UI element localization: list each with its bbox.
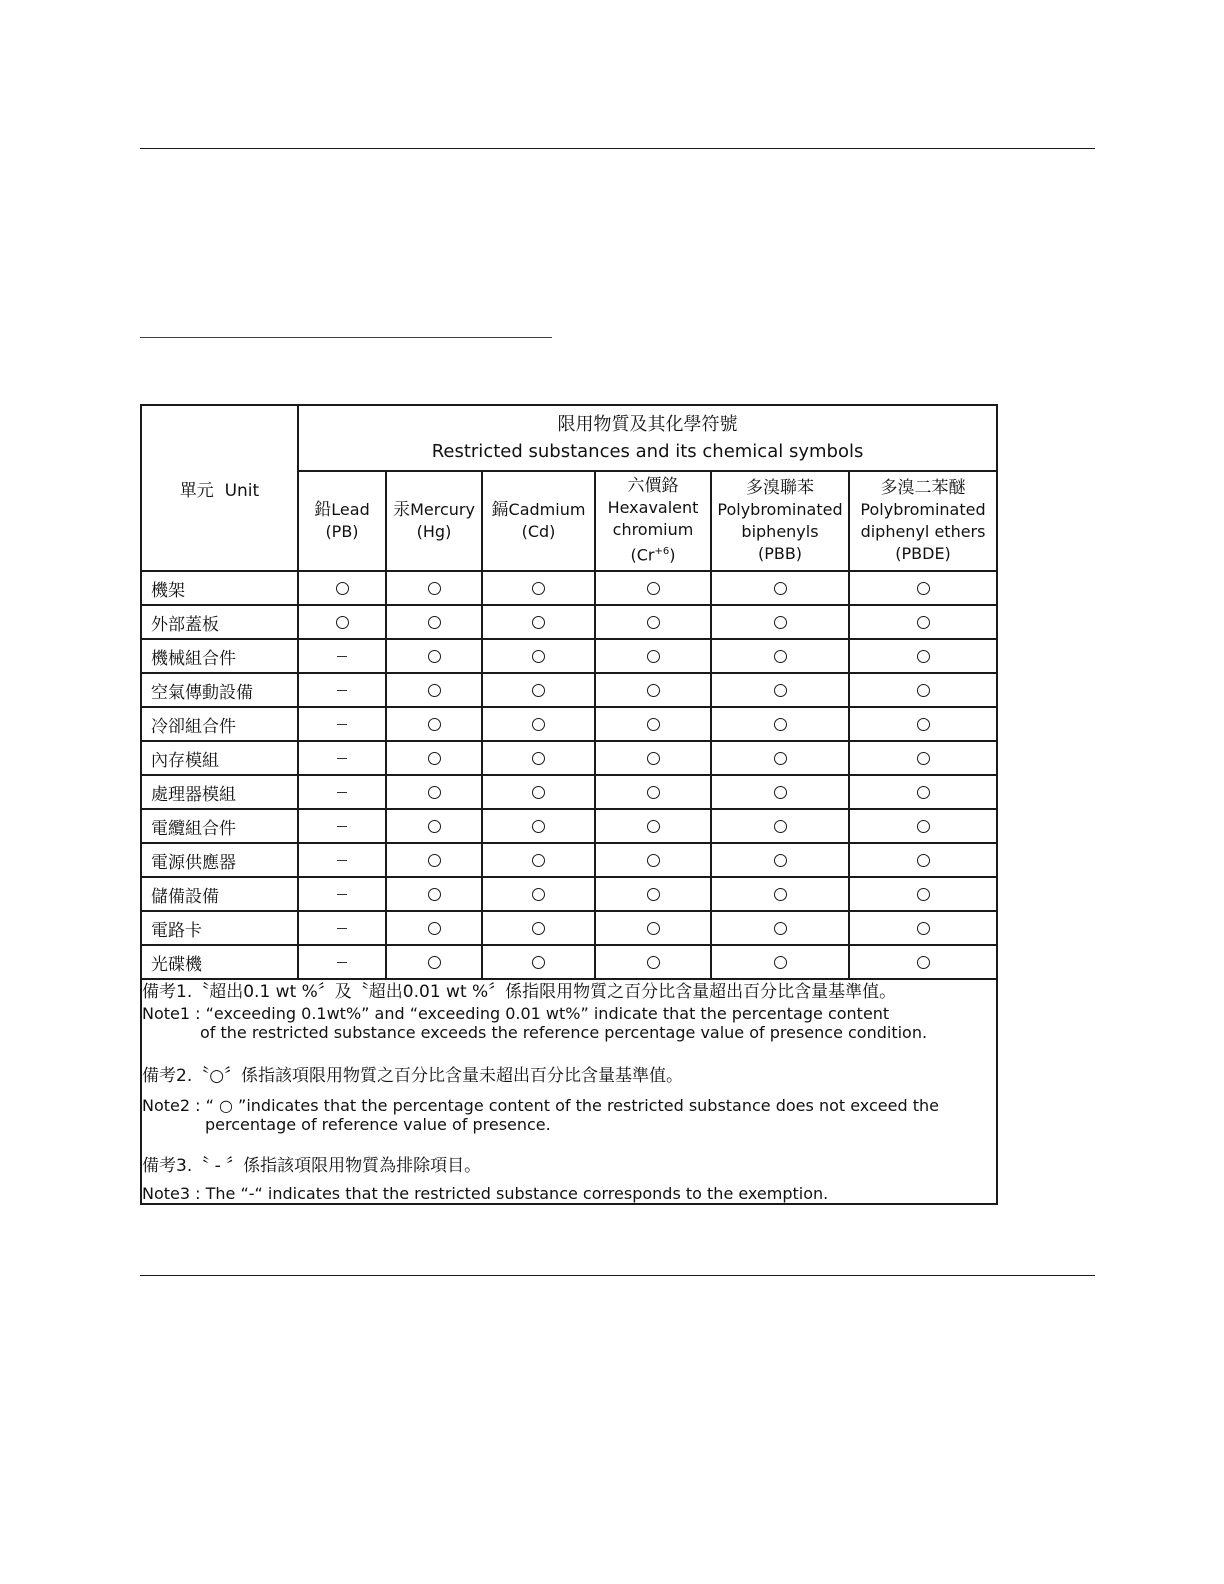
row-value-cell xyxy=(386,945,482,979)
row-value-cell xyxy=(595,775,711,809)
row-value-cell xyxy=(595,809,711,843)
note2-zh: 備考2.〝○〞係指該項限用物質之百分比含量未超出百分比含量基準值。 xyxy=(142,1066,684,1086)
unit-header-zh: 單元 xyxy=(179,480,214,501)
circle-mark-icon xyxy=(428,582,441,595)
note1-en-a: “exceeding 0.1wt%” and “exceeding 0.01 wt%” indicate that the percentage content xyxy=(205,1004,890,1023)
row-value-cell xyxy=(849,571,997,605)
circle-mark-icon xyxy=(532,922,545,935)
row-value-cell xyxy=(482,707,595,741)
row-value-cell xyxy=(849,809,997,843)
row-value-cell xyxy=(595,877,711,911)
chromium-symbol-pre: (Cr xyxy=(630,545,655,565)
note2-label: Note2 : xyxy=(142,1096,201,1115)
chromium-en2: chromium xyxy=(612,520,694,540)
row-value-cell xyxy=(849,911,997,945)
circle-mark-icon xyxy=(647,582,660,595)
circle-mark-icon xyxy=(428,786,441,799)
circle-mark-icon xyxy=(917,616,930,629)
circle-mark-icon xyxy=(532,718,545,731)
circle-mark-icon xyxy=(647,888,660,901)
circle-mark-icon xyxy=(532,582,545,595)
lead-en: Lead xyxy=(331,500,370,519)
row-value-cell xyxy=(298,775,386,809)
dash-mark-icon xyxy=(337,962,347,963)
circle-mark-icon xyxy=(917,854,930,867)
row-value-cell xyxy=(849,945,997,979)
circle-mark-icon xyxy=(532,616,545,629)
row-value-cell xyxy=(849,639,997,673)
dash-mark-icon xyxy=(337,724,347,725)
circle-mark-icon xyxy=(647,718,660,731)
circle-mark-icon xyxy=(917,888,930,901)
row-value-cell xyxy=(849,775,997,809)
row-value-cell xyxy=(595,571,711,605)
row-value-cell xyxy=(386,843,482,877)
row-unit-label: 電路卡 xyxy=(141,911,298,945)
substance-header-pbb xyxy=(711,471,849,571)
table-body xyxy=(141,571,997,979)
top-rule xyxy=(140,148,1095,149)
row-unit-label: 機械組合件 xyxy=(141,639,298,673)
table-row xyxy=(141,605,997,639)
circle-mark-icon xyxy=(336,616,349,629)
row-value-cell xyxy=(711,741,849,775)
row-value-cell xyxy=(482,843,595,877)
row-value-cell xyxy=(849,605,997,639)
circle-mark-icon xyxy=(774,718,787,731)
circle-mark-icon xyxy=(774,854,787,867)
dash-mark-icon xyxy=(337,792,347,793)
row-unit-label: 機架 xyxy=(141,571,298,605)
circle-mark-icon xyxy=(917,956,930,969)
pbde-symbol: (PBDE) xyxy=(895,544,951,563)
row-value-cell xyxy=(711,843,849,877)
row-value-cell xyxy=(298,809,386,843)
mercury-en: Mercury xyxy=(410,500,475,519)
chromium-en1: Hexavalent xyxy=(607,498,699,518)
row-value-cell xyxy=(386,911,482,945)
substance-header-lead xyxy=(298,471,386,571)
row-value-cell xyxy=(849,673,997,707)
row-unit-label: 處理器模組 xyxy=(141,775,298,809)
row-value-cell xyxy=(849,707,997,741)
row-value-cell xyxy=(595,945,711,979)
restricted-header-en: Restricted substances and its chemical symbols xyxy=(431,441,864,462)
row-value-cell xyxy=(482,571,595,605)
table-row xyxy=(141,809,997,843)
note3-en: Note3 : The “-“ indicates that the restricted substance corresponds to the exemption. xyxy=(142,1184,829,1203)
note2-en-b: percentage of reference value of presence. xyxy=(205,1115,551,1134)
circle-mark-icon xyxy=(774,888,787,901)
cadmium-zh: 鎘 xyxy=(491,500,509,520)
circle-mark-icon xyxy=(428,956,441,969)
cadmium-en: Cadmium xyxy=(508,500,586,519)
row-value-cell xyxy=(482,809,595,843)
circle-mark-icon xyxy=(532,650,545,663)
row-value-cell xyxy=(386,571,482,605)
row-value-cell xyxy=(482,605,595,639)
circle-mark-icon xyxy=(917,718,930,731)
row-value-cell xyxy=(482,741,595,775)
table-row xyxy=(141,945,997,979)
pbde-en2: diphenyl ethers xyxy=(860,522,986,541)
row-value-cell xyxy=(298,673,386,707)
dash-mark-icon xyxy=(337,826,347,827)
note1-zh: 備考1.〝超出0.1 wt %〞及〝超出0.01 wt %〞係指限用物質之百分比含量超出百分比含量基準值。 xyxy=(142,982,897,1002)
circle-mark-icon xyxy=(428,650,441,663)
dash-mark-icon xyxy=(337,656,347,657)
table-row xyxy=(141,775,997,809)
circle-mark-icon xyxy=(774,922,787,935)
circle-mark-icon xyxy=(532,820,545,833)
substance-header-mercury xyxy=(386,471,482,571)
row-unit-label: 電纜組合件 xyxy=(141,809,298,843)
lead-symbol: (PB) xyxy=(325,522,359,541)
header-row-main xyxy=(141,405,997,471)
dash-mark-icon xyxy=(337,894,347,895)
table-row xyxy=(141,843,997,877)
chromium-zh: 六價鉻 xyxy=(627,476,679,497)
row-value-cell xyxy=(386,605,482,639)
circle-mark-icon xyxy=(532,752,545,765)
circle-mark-icon xyxy=(774,616,787,629)
row-value-cell xyxy=(711,673,849,707)
circle-mark-icon xyxy=(647,684,660,697)
pbb-zh: 多溴聯苯 xyxy=(746,478,814,498)
circle-mark-icon xyxy=(774,956,787,969)
note1-en xyxy=(142,1004,996,1042)
row-value-cell xyxy=(298,911,386,945)
dash-mark-icon xyxy=(337,928,347,929)
circle-mark-icon xyxy=(428,820,441,833)
circle-mark-icon xyxy=(428,888,441,901)
chromium-symbol-sup: +6 xyxy=(654,546,670,558)
circle-mark-icon xyxy=(647,956,660,969)
row-value-cell xyxy=(298,843,386,877)
substance-header-pbde xyxy=(849,471,997,571)
circle-mark-icon xyxy=(917,650,930,663)
row-value-cell xyxy=(711,571,849,605)
restricted-substances-header xyxy=(298,405,997,471)
chromium-symbol xyxy=(596,541,710,566)
circle-mark-icon xyxy=(428,718,441,731)
dash-mark-icon xyxy=(337,860,347,861)
pbb-symbol: (PBB) xyxy=(757,544,803,563)
row-value-cell xyxy=(298,605,386,639)
row-value-cell xyxy=(711,911,849,945)
chromium-symbol-post: ) xyxy=(669,545,676,565)
row-value-cell xyxy=(298,571,386,605)
row-unit-label: 空氣傳動設備 xyxy=(141,673,298,707)
circle-mark-icon xyxy=(647,820,660,833)
circle-mark-icon xyxy=(532,888,545,901)
dash-mark-icon xyxy=(337,758,347,759)
row-value-cell xyxy=(711,639,849,673)
circle-mark-icon xyxy=(647,752,660,765)
circle-mark-icon xyxy=(428,922,441,935)
row-value-cell xyxy=(849,843,997,877)
row-value-cell xyxy=(386,775,482,809)
circle-mark-icon xyxy=(532,956,545,969)
table-row xyxy=(141,877,997,911)
table-row xyxy=(141,707,997,741)
circle-mark-icon xyxy=(774,684,787,697)
row-value-cell xyxy=(482,945,595,979)
circle-mark-icon xyxy=(647,922,660,935)
circle-mark-icon xyxy=(532,786,545,799)
circle-mark-icon xyxy=(774,582,787,595)
row-value-cell xyxy=(298,707,386,741)
substance-header-hexavalent-chromium xyxy=(595,471,711,571)
row-value-cell xyxy=(386,707,482,741)
row-value-cell xyxy=(298,945,386,979)
circle-mark-icon xyxy=(647,650,660,663)
table-row xyxy=(141,673,997,707)
pbde-en1: Polybrominated xyxy=(860,500,986,519)
row-value-cell xyxy=(595,639,711,673)
row-value-cell xyxy=(482,673,595,707)
row-value-cell xyxy=(386,809,482,843)
row-unit-label: 內存模組 xyxy=(141,741,298,775)
row-value-cell xyxy=(482,639,595,673)
pbb-en1: Polybrominated xyxy=(717,500,843,519)
restricted-header-zh: 限用物質及其化學符號 xyxy=(557,414,738,435)
circle-mark-icon xyxy=(774,820,787,833)
row-value-cell xyxy=(711,809,849,843)
circle-mark-icon xyxy=(917,582,930,595)
unit-header xyxy=(141,405,298,571)
bottom-rule xyxy=(140,1275,1095,1276)
row-value-cell xyxy=(595,741,711,775)
circle-mark-icon xyxy=(917,786,930,799)
mercury-symbol: (Hg) xyxy=(416,522,452,541)
row-unit-label: 電源供應器 xyxy=(141,843,298,877)
circle-mark-icon xyxy=(917,684,930,697)
circle-mark-icon xyxy=(917,820,930,833)
circle-mark-icon xyxy=(428,616,441,629)
dash-mark-icon xyxy=(337,690,347,691)
note1-en-b: of the restricted substance exceeds the reference percentage value of presence condition. xyxy=(200,1023,928,1042)
row-value-cell xyxy=(386,673,482,707)
row-value-cell xyxy=(386,877,482,911)
unit-header-en: Unit xyxy=(224,480,260,501)
note1-label: Note1 : xyxy=(142,1004,201,1023)
row-value-cell xyxy=(386,741,482,775)
row-unit-label: 儲備設備 xyxy=(141,877,298,911)
row-value-cell xyxy=(298,741,386,775)
note3-zh: 備考3.〝 - 〞係指該項限用物質為排除項目。 xyxy=(142,1156,482,1176)
row-value-cell xyxy=(711,707,849,741)
table-row xyxy=(141,911,997,945)
row-value-cell xyxy=(298,639,386,673)
row-value-cell xyxy=(482,911,595,945)
substance-header-cadmium xyxy=(482,471,595,571)
notes-cell xyxy=(141,979,997,1204)
row-value-cell xyxy=(711,877,849,911)
note2-en-a: “ ○ ”indicates that the percentage content of the restricted substance does not exceed the xyxy=(205,1096,939,1115)
row-value-cell xyxy=(711,945,849,979)
circle-mark-icon xyxy=(774,786,787,799)
row-value-cell xyxy=(711,605,849,639)
row-value-cell xyxy=(595,605,711,639)
row-unit-label: 外部蓋板 xyxy=(141,605,298,639)
circle-mark-icon xyxy=(647,616,660,629)
rohs-table xyxy=(140,404,998,1205)
circle-mark-icon xyxy=(336,582,349,595)
circle-mark-icon xyxy=(917,922,930,935)
row-value-cell xyxy=(595,843,711,877)
circle-mark-icon xyxy=(428,854,441,867)
row-value-cell xyxy=(595,673,711,707)
pbb-en2: biphenyls xyxy=(741,522,819,541)
row-value-cell xyxy=(595,707,711,741)
circle-mark-icon xyxy=(532,684,545,697)
lead-zh: 鉛 xyxy=(314,500,332,520)
circle-mark-icon xyxy=(647,854,660,867)
pbde-zh: 多溴二苯醚 xyxy=(880,478,966,498)
circle-mark-icon xyxy=(532,854,545,867)
row-value-cell xyxy=(386,639,482,673)
row-value-cell xyxy=(849,741,997,775)
row-value-cell xyxy=(482,877,595,911)
row-value-cell xyxy=(711,775,849,809)
circle-mark-icon xyxy=(428,752,441,765)
table-row xyxy=(141,639,997,673)
row-unit-label: 冷卻組合件 xyxy=(141,707,298,741)
row-unit-label: 光碟機 xyxy=(141,945,298,979)
row-value-cell xyxy=(595,911,711,945)
row-value-cell xyxy=(482,775,595,809)
note2-en xyxy=(142,1096,996,1134)
link-underline xyxy=(140,337,552,338)
circle-mark-icon xyxy=(917,752,930,765)
mercury-zh: 汞 xyxy=(393,500,411,520)
circle-mark-icon xyxy=(647,786,660,799)
table-row xyxy=(141,571,997,605)
row-value-cell xyxy=(298,877,386,911)
circle-mark-icon xyxy=(774,752,787,765)
notes-row xyxy=(141,979,997,1204)
row-value-cell xyxy=(849,877,997,911)
table-row xyxy=(141,741,997,775)
circle-mark-icon xyxy=(428,684,441,697)
cadmium-symbol: (Cd) xyxy=(521,522,556,541)
circle-mark-icon xyxy=(774,650,787,663)
